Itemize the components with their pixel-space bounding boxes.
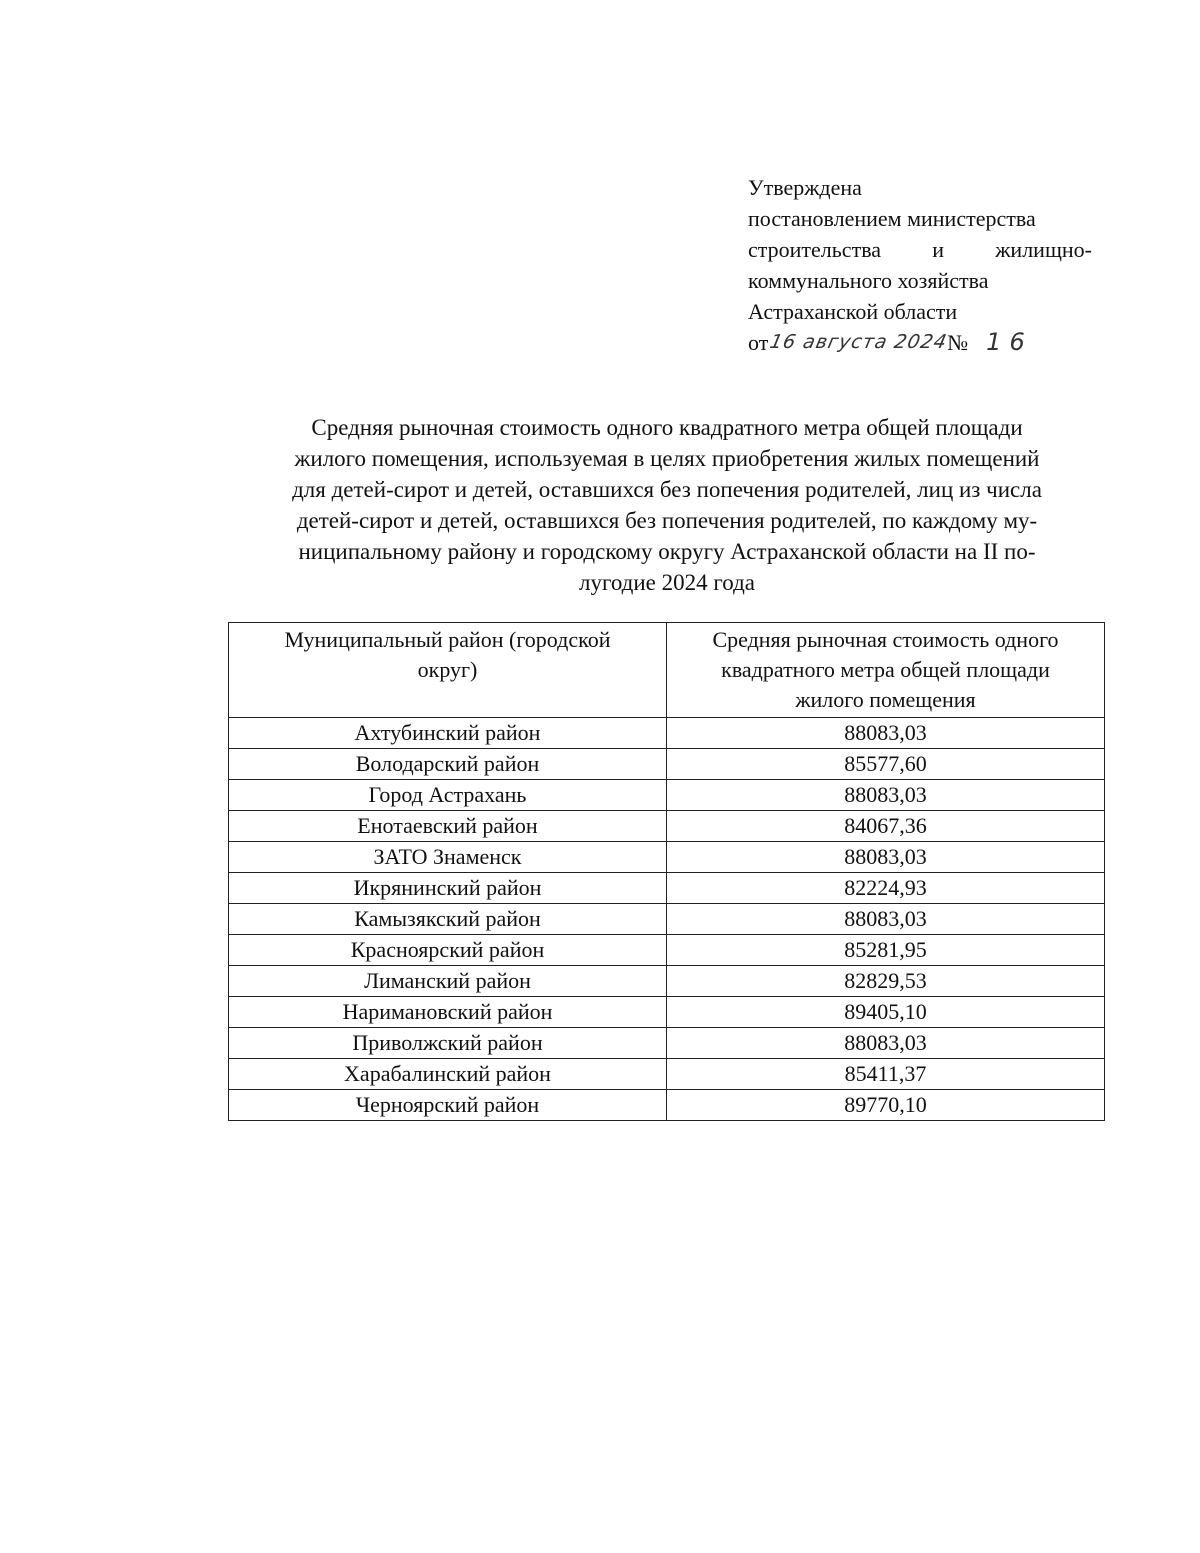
header-district [229,623,667,718]
date-prefix: от [748,330,769,355]
price-cell: 88083,03 [667,1028,1105,1059]
title-line: Средняя рыночная стоимость одного квадратного метра общей площади [311,415,1023,440]
district-cell: Енотаевский район [229,811,667,842]
table-header-row [229,623,1105,718]
table-row [229,780,1105,811]
district-cell: Черноярский район [229,1090,667,1121]
approval-line: постановлением министерства [748,206,1036,231]
table-row [229,842,1105,873]
district-cell: Володарский район [229,749,667,780]
approval-line [748,234,1092,265]
price-cell: 84067,36 [667,811,1105,842]
approval-line: Астраханской области [748,299,958,324]
table-row [229,811,1105,842]
price-cell: 82224,93 [667,873,1105,904]
title-line: детей-сирот и детей, оставшихся без попечения родителей, по каждому му- [296,508,1038,533]
table-row [229,1059,1105,1090]
handwritten-number: 16 [986,328,1033,356]
approval-word: и [932,237,945,262]
price-cell: 89770,10 [667,1090,1105,1121]
district-cell: Камызякский район [229,904,667,935]
price-cell: 85577,60 [667,749,1105,780]
header-line: Средняя рыночная стоимость одного [712,627,1059,652]
district-cell: Харабалинский район [229,1059,667,1090]
district-cell: Икрянинский район [229,873,667,904]
header-price [667,623,1105,718]
price-cell: 85411,37 [667,1059,1105,1090]
table-row [229,873,1105,904]
table-row [229,749,1105,780]
header-line: округ) [417,657,478,682]
price-cell: 82829,53 [667,966,1105,997]
price-cell: 88083,03 [667,718,1105,749]
approval-block [748,172,1092,358]
header-line: Муниципальный район (городской [284,627,611,652]
district-cell: Приволжский район [229,1028,667,1059]
price-cell: 88083,03 [667,780,1105,811]
price-table [228,622,1105,1121]
approval-date-line [748,327,1092,358]
approval-line: Утверждена [748,175,862,200]
table-row [229,935,1105,966]
title-line: ниципальному району и городскому округу Астраханской области на II по- [298,539,1036,564]
price-cell: 88083,03 [667,842,1105,873]
title-line: лугодие 2024 года [578,570,755,595]
table-row [229,1090,1105,1121]
table-row [229,904,1105,935]
table-row [229,1028,1105,1059]
district-cell: Наримановский район [229,997,667,1028]
approval-line: коммунального хозяйства [748,268,989,293]
price-cell: 89405,10 [667,997,1105,1028]
title-line: жилого помещения, используемая в целях приобретения жилых помещений [294,446,1040,471]
title-line: для детей-сирот и детей, оставшихся без попечения родителей, лиц из числа [292,477,1042,502]
price-cell: 85281,95 [667,935,1105,966]
table-row [229,718,1105,749]
district-cell: Ахтубинский район [229,718,667,749]
number-sign: № [947,330,969,355]
price-cell: 88083,03 [667,904,1105,935]
district-cell: ЗАТО Знаменск [229,842,667,873]
table-row [229,997,1105,1028]
approval-word: строительства [748,237,882,262]
header-line: квадратного метра общей площади [721,657,1050,682]
approval-word: жилищно- [995,237,1092,262]
district-cell: Лиманский район [229,966,667,997]
document-title [228,412,1106,598]
handwritten-date: 16 августа 2024 [768,331,950,353]
header-line: жилого помещения [795,687,976,712]
district-cell: Город Астрахань [229,780,667,811]
table-row [229,966,1105,997]
district-cell: Красноярский район [229,935,667,966]
